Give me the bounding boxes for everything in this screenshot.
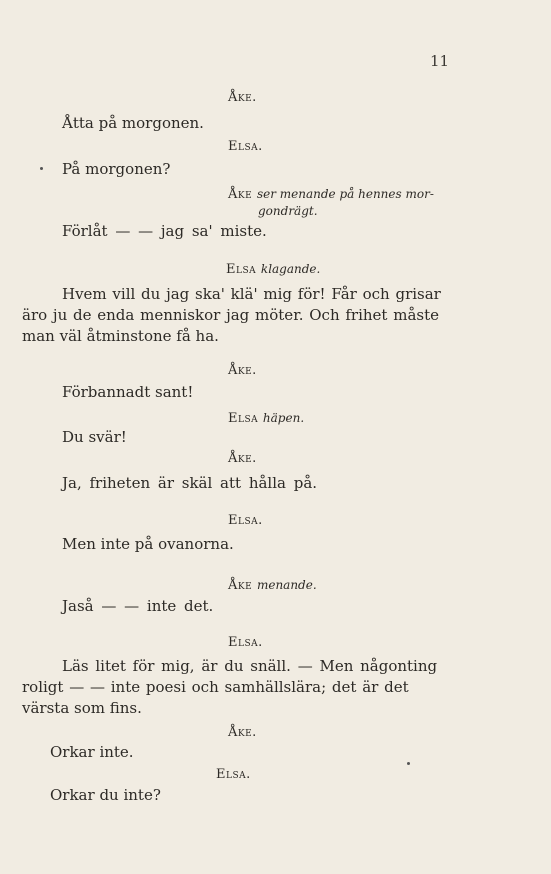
dialogue-paragraph: [22, 656, 472, 719]
stage-direction: gondrägt.: [258, 204, 318, 218]
print-speck: [40, 167, 43, 170]
dialogue-line: Åtta på morgonen.: [62, 114, 204, 132]
speaker-label: Åke: [228, 578, 253, 593]
stage-direction-line: [228, 408, 304, 428]
stage-direction: häpen.: [262, 411, 305, 425]
paragraph-line: Läs litet för mig, är du snäll. — Men någonting: [62, 657, 438, 675]
speaker-label: Elsa.: [228, 139, 263, 154]
paragraph-line: äro ju de enda menniskor jag möter. Och frihet måste: [22, 306, 439, 324]
speaker-label: Åke.: [228, 451, 257, 466]
stage-direction: ser menande på hennes mor-: [256, 187, 434, 201]
dialogue-line: Jaså — — inte det.: [62, 597, 214, 615]
dialogue-line: Förbannadt sant!: [62, 383, 194, 401]
dialogue-line: Ja, friheten är skäl att hålla på.: [62, 474, 318, 492]
speaker-label: Elsa.: [228, 635, 263, 650]
paragraph-line: värsta som fins.: [22, 699, 142, 717]
speaker-label: Elsa.: [216, 767, 251, 782]
stage-direction-line: [228, 575, 317, 595]
stage-direction-line: [228, 184, 434, 204]
page-number: 11: [430, 52, 450, 70]
paragraph-line: Hvem vill du jag ska' klä' mig för! Får och grisar: [62, 285, 441, 303]
dialogue-line: Förlåt — — jag sa' miste.: [62, 222, 267, 240]
dialogue-paragraph: [22, 284, 472, 347]
speaker-label: Åke.: [228, 725, 257, 740]
speaker-label: Åke: [228, 187, 253, 202]
dialogue-line: Du svär!: [62, 428, 127, 446]
stage-direction: klagande.: [260, 262, 321, 276]
speaker-label: Åke.: [228, 90, 257, 105]
paragraph-line: man väl åtminstone få ha.: [22, 327, 219, 345]
speaker-label: Åke.: [228, 363, 257, 378]
stage-direction: menande.: [256, 578, 317, 592]
stage-direction-line: [226, 259, 320, 279]
paragraph-line: roligt — — inte poesi och samhällslära; det är det: [22, 678, 409, 696]
dialogue-line: Orkar inte.: [50, 743, 134, 761]
speaker-label: Elsa: [228, 411, 259, 426]
print-speck: [407, 762, 410, 765]
speaker-label: Elsa.: [228, 513, 263, 528]
dialogue-line: Orkar du inte?: [50, 786, 161, 804]
dialogue-line: På morgonen?: [62, 160, 171, 178]
speaker-label: Elsa: [226, 262, 257, 277]
dialogue-line: Men inte på ovanorna.: [62, 535, 234, 553]
